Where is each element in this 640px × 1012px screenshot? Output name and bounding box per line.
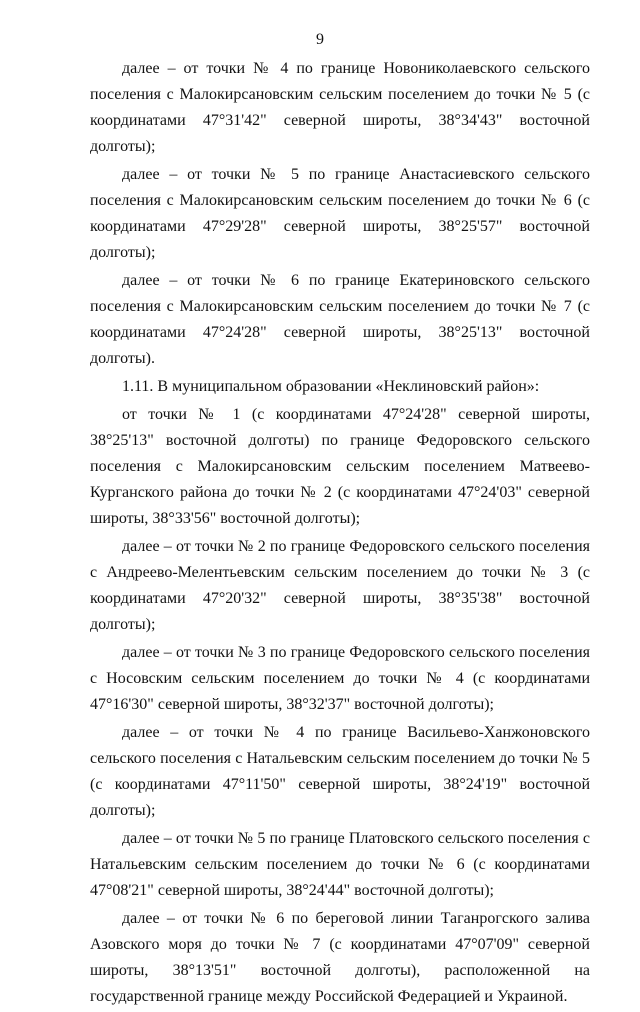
paragraph-neklinovsky-point-5: далее – от точки № 5 по границе Платовского сельского поселения с Натальевским сельским поселением до точки № 6 (с координатами 47°08'21" северной широты, 38°24'44" восточной долготы); (90, 830, 590, 899)
paragraph-neklinovsky-point-3: далее – от точки № 3 по границе Федоровского сельского поселения с Носовским сельским поселением до точки № 4 (с координатами 47°16'30" северной широты, 38°32'37" восточной долготы); (90, 644, 590, 713)
paragraph-neklinovsky-point-4: далее – от точки № 4 по границе Васильево-Ханжоновского сельского поселения с Натальевским сельским поселением до точки № 5 (с координатами 47°11'50" северной широты, 38°24'19" восточной долготы); (90, 724, 590, 819)
paragraph-boundary-point-5: далее – от точки № 4 по границе Новониколаевского сельского поселения с Малокирсановским сельским поселением до точки № 5 (с координатами 47°31'42" северной широты, 38°34'43" восточной долготы); (90, 60, 590, 155)
section-heading-1-11: 1.11. В муниципальном образовании «Неклиновский район»: (122, 378, 540, 395)
paragraph-neklinovsky-point-2: далее – от точки № 2 по границе Федоровского сельского поселения с Андреево-Мелентьевским сельским поселением до точки № 3 (с координатами 47°20'32" северной широты, 38°35'38" восточной долготы); (90, 538, 590, 633)
paragraph-neklinovsky-point-6: далее – от точки № 6 по береговой линии Таганрогского залива Азовского моря до точки № 7 (с координатами 47°07'09" северной широты, 38°13'51" восточной долготы), расположенной на государственной границе между Российской Федерацией и Украиной. (90, 910, 590, 1005)
paragraph-boundary-point-7: далее – от точки № 6 по границе Екатериновского сельского поселения с Малокирсановским сельским поселением до точки № 7 (с координатами 47°24'28" северной широты, 38°25'13" восточной долготы). (90, 272, 590, 367)
paragraph-boundary-point-6: далее – от точки № 5 по границе Анастасиевского сельского поселения с Малокирсановским сельским поселением до точки № 6 (с координатами 47°29'28" северной широты, 38°25'57" восточной долготы); (90, 166, 590, 261)
paragraph-neklinovsky-point-1: от точки № 1 (с координатами 47°24'28" северной широты, 38°25'13" восточной долготы) по границе Федоровского сельского поселения с Малокирсановским сельским поселением Матвеево-Курганского района до точки № 2 (с координатами 47°24'03" северной широты, 38°33'56" восточной долготы); (90, 406, 590, 527)
page-number: 9 (316, 31, 324, 48)
document-body (90, 56, 590, 1012)
